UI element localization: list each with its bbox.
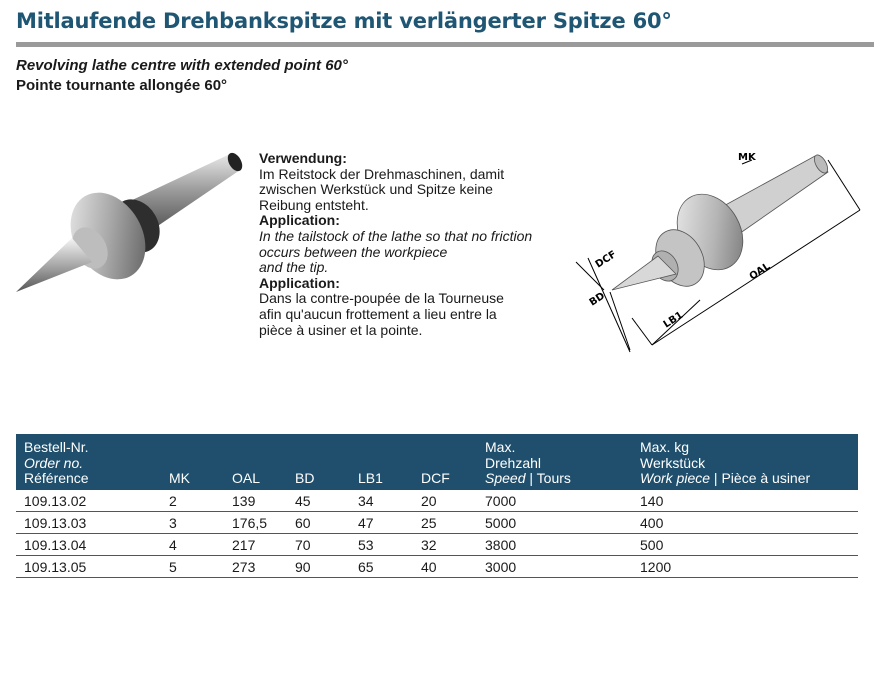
title-divider: [16, 42, 874, 47]
label-lb1: LB1: [661, 309, 686, 331]
table-header-row: [16, 434, 858, 490]
usage-fr-line: Dans la contre-poupée de la Tourneuse: [259, 290, 504, 307]
label-oal: OAL: [747, 261, 773, 283]
usage-text: [259, 151, 589, 338]
label-dcf: DCF: [593, 249, 619, 271]
subtitle-english: Revolving lathe centre with extended point 60°: [16, 57, 348, 74]
page-title: Mitlaufende Drehbankspitze mit verlängerter Spitze 60°: [16, 9, 672, 33]
usage-fr-line: afin qu'aucun frottement a lieu entre la: [259, 305, 497, 322]
usage-de-heading: Verwendung:: [259, 150, 347, 166]
col-mk: MK: [169, 470, 190, 486]
usage-de-line: Reibung entsteht.: [259, 196, 369, 213]
usage-en-line: In the tailstock of the lathe so that no friction: [259, 227, 533, 244]
dimension-drawing: [570, 140, 870, 360]
usage-en-heading: Application:: [259, 212, 340, 229]
subtitle-french: Pointe tournante allongée 60°: [16, 77, 228, 94]
col-oal: OAL: [232, 470, 261, 486]
usage-fr-line: pièce à usiner et la pointe.: [259, 321, 423, 338]
product-photo: [8, 140, 248, 300]
table-row: 109.13.05 5 273 90 65 40 3000 1200: [16, 555, 858, 577]
table-row: 109.13.03 3 176,5 60 47 25 5000 400: [16, 511, 858, 533]
label-mk: MK: [738, 152, 756, 163]
table-row: 109.13.04 4 217 70 53 32 3800 500: [16, 533, 858, 555]
usage-en-line: occurs between the workpiece: [259, 243, 448, 260]
usage-en-line: and the tip.: [259, 259, 329, 276]
col-reference: Bestell-Nr. Order no. Référence: [24, 439, 89, 486]
product-table: [16, 434, 858, 578]
usage-de-line: Im Reitstock der Drehmaschinen, damit: [259, 165, 505, 182]
col-workpiece: Max. kg Werkstück Work piece | Pièce à usiner: [640, 439, 811, 486]
table-row: 109.13.02 2 139 45 34 20 7000 140: [16, 490, 858, 512]
col-bd: BD: [295, 470, 315, 486]
col-speed: Max. Drehzahl Speed | Tours: [485, 439, 571, 486]
label-bd: BD: [587, 290, 608, 309]
col-dcf: DCF: [421, 470, 450, 486]
col-lb1: LB1: [358, 470, 383, 486]
usage-fr-heading: Application:: [259, 274, 340, 291]
usage-de-line: zwischen Werkstück und Spitze keine: [259, 181, 493, 198]
